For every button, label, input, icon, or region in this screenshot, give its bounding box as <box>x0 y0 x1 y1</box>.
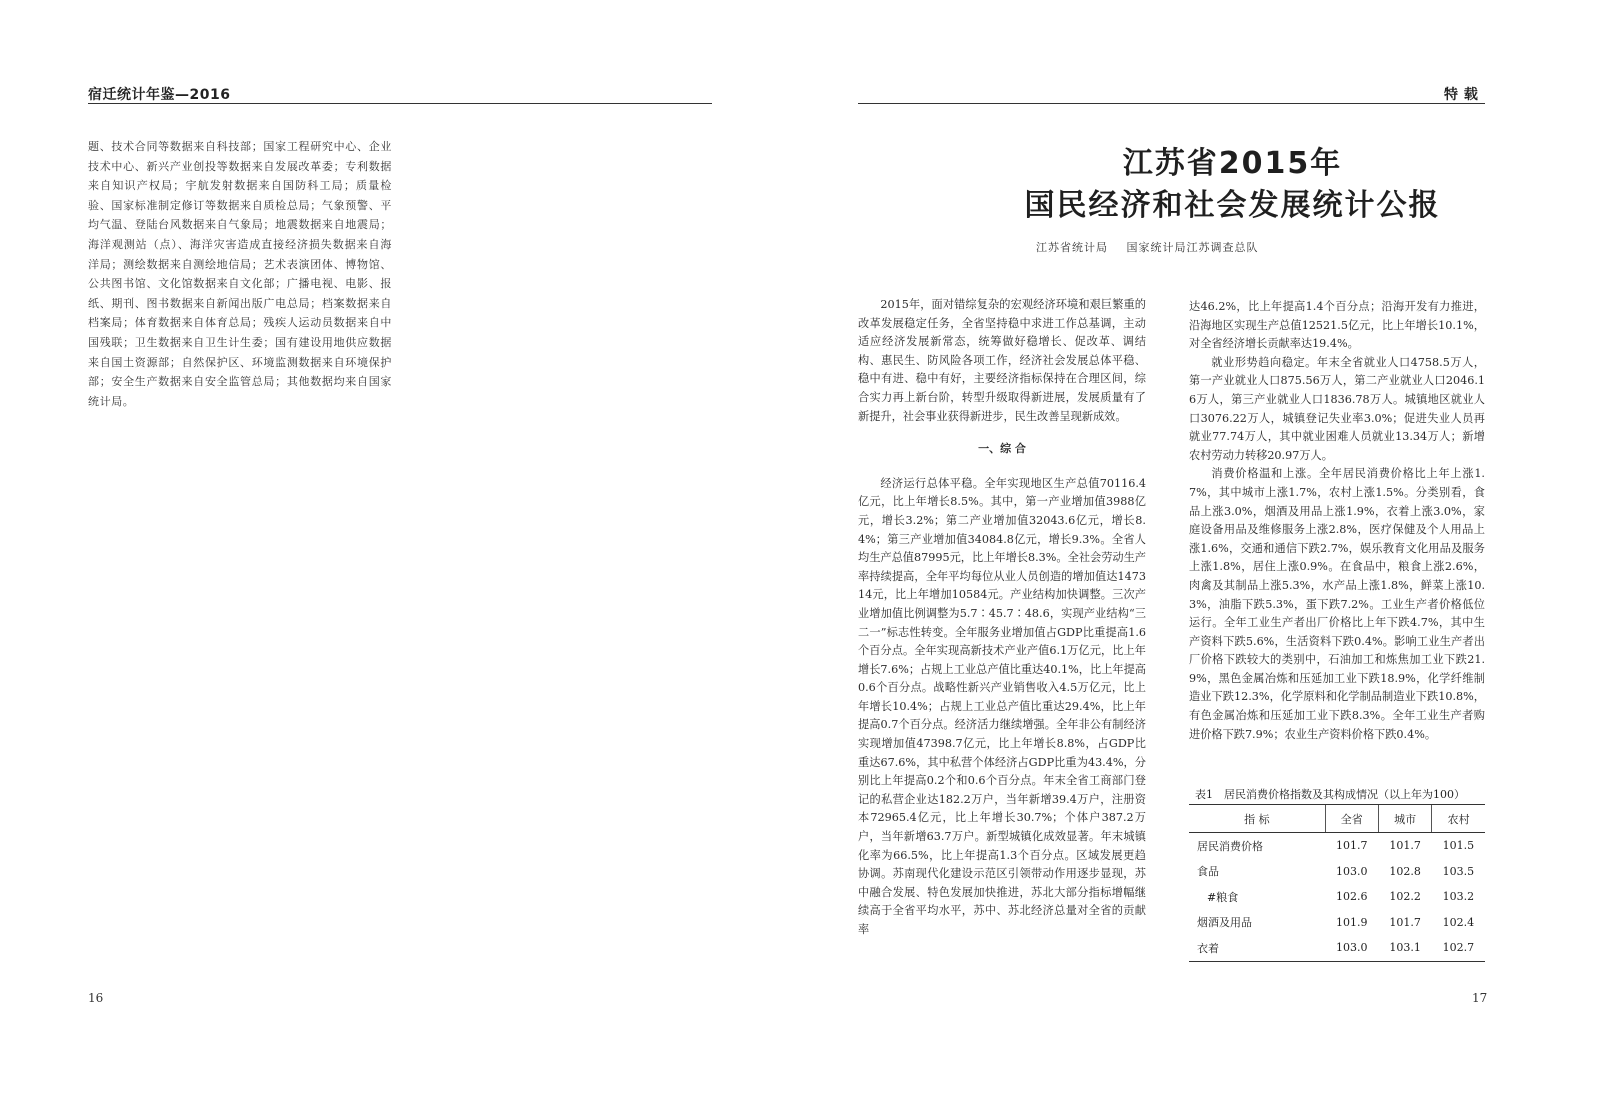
cell-value: 101.7 <box>1389 839 1421 853</box>
cell-value: 101.7 <box>1389 915 1421 929</box>
author-provincial-bureau: 江苏省统计局 <box>1036 241 1108 254</box>
table-row <box>1189 935 1485 961</box>
row-label: #粮食 <box>1207 890 1239 904</box>
header-province: 全省 <box>1325 805 1378 833</box>
cell-value: 101.9 <box>1336 915 1368 929</box>
cell-value: 102.6 <box>1336 890 1368 904</box>
left-page <box>0 0 790 1099</box>
cell-value: 103.5 <box>1442 864 1475 878</box>
header-rural: 农村 <box>1432 805 1485 833</box>
row-label: 烟酒及用品 <box>1197 916 1252 930</box>
table-row <box>1189 910 1485 936</box>
cell-value: 103.0 <box>1336 864 1368 878</box>
article-title-line2: 国民经济和社会发展统计公报 <box>1024 188 1441 223</box>
paragraph-prices: 消费价格温和上涨。全年居民消费价格比上年上涨1.7%，其中城市上涨1.7%，农村上涨1.5%。分类别看，食品上涨3.0%，烟酒及用品上涨1.9%，衣着上涨3.0%，家庭设备用品及维修服务上涨2.8%，医疗保健及个人用品上涨1.6%，交通和通信下跌2.7%，娱乐教育文化用品及服务上涨1.8%，居住上涨0.9%。在食品中，粮食上涨2.6%，肉禽及其制品上涨5.3%，水产品上涨1.8%，鲜菜上涨10.3%，油脂下跌5.3%，蛋下跌7.2%。工业生产者价格低位运行。全年工业生产者出厂价格比上年下跌4.7%，其中生产资料下跌5.6%，生活资料下跌0.4%。影响工业生产者出厂价格下跌较大的类别中，石油加工和炼焦加工业下跌21.9%，黑色金属冶炼和压延加工业下跌18.9%，化学纤维制造业下跌12.3%，化学原料和化学制品制造业下跌10.8%，有色金属冶炼和压延加工业下跌8.3%。全年工业生产者购进价格下跌7.9%；农业生产资料价格下跌0.4%。 <box>1189 467 1485 741</box>
text-column-left <box>858 296 1146 940</box>
article-title-line1: 江苏省2015年 <box>1122 146 1343 181</box>
cell-value: 101.7 <box>1336 839 1368 853</box>
right-page <box>820 0 1609 1099</box>
table-row <box>1189 833 1485 859</box>
paragraph-employment: 就业形势趋向稳定。年末全省就业人口4758.5万人，第一产业就业人口875.56万人，第二产业就业人口2046.16万人，第三产业就业人口1836.78万人。城镇地区就业人口3076.22万人，城镇登记失业率3.0%；促进失业人员再就业77.74万人，其中就业困难人员就业13.34万人；新增农村劳动力转移20.97万人。 <box>1189 355 1485 462</box>
header-rule-right <box>858 103 1485 104</box>
table-row <box>1189 884 1485 910</box>
article-authors <box>1036 239 1273 255</box>
header-city: 城市 <box>1378 805 1431 833</box>
cell-value: 102.7 <box>1432 935 1485 961</box>
section-heading: 一、综 合 <box>978 442 1026 456</box>
cell-value: 103.2 <box>1442 890 1475 904</box>
cell-value: 103.0 <box>1325 935 1378 961</box>
running-head-right: 特 载 <box>1444 87 1479 103</box>
header-indicator: 指 标 <box>1189 805 1325 833</box>
table-header-row <box>1189 805 1485 833</box>
cell-value: 101.5 <box>1442 839 1475 853</box>
row-label: 食品 <box>1197 865 1219 879</box>
page-number-left: 16 <box>88 991 104 1005</box>
header-rule-left <box>88 103 712 104</box>
cell-value: 102.8 <box>1389 864 1421 878</box>
page-number-right: 17 <box>1472 991 1488 1005</box>
cpi-table <box>1189 804 1485 962</box>
cell-value: 103.1 <box>1378 935 1431 961</box>
row-label: 衣着 <box>1189 935 1325 961</box>
cell-value: 102.4 <box>1442 915 1475 929</box>
table-caption: 表1 居民消费价格指数及其构成情况（以上年为100） <box>1195 788 1465 801</box>
cell-value: 102.2 <box>1389 890 1421 904</box>
row-label: 居民消费价格 <box>1197 839 1263 853</box>
author-survey-team: 国家统计局江苏调查总队 <box>1126 241 1259 254</box>
paragraph-intro: 2015年，面对错综复杂的宏观经济环境和艰巨繁重的改革发展稳定任务，全省坚持稳中求进工作总基调，主动适应经济发展新常态，统筹做好稳增长、促改革、调结构、惠民生、防风险各项工作，经济社会发展总体平稳、稳中有进、稳中有好，主要经济指标保持在合理区间，综合实力再上新台阶，转型升级取得新进展，发展质量有了新提升，社会事业获得新进步，民生改善呈现新成效。 <box>858 298 1146 423</box>
paragraph-continued: 达46.2%，比上年提高1.4个百分点；沿海开发有力推进，沿海地区实现生产总值12521.5亿元，比上年增长10.1%，对全省经济增长贡献率达19.4%。 <box>1189 300 1485 351</box>
table-row <box>1189 859 1485 885</box>
left-page-text: 题、技术合同等数据来自科技部；国家工程研究中心、企业技术中心、新兴产业创投等数据来自发展改革委；专利数据来自知识产权局；宇航发射数据来自国防科工局；质量检验、国家标准制定修订等数据来自质检总局；气象预警、平均气温、登陆台风数据来自气象局；地震数据来自地震局；海洋观测站（点）、海洋灾害造成直接经济损失数据来自海洋局；测绘数据来自测绘地信局；艺术表演团体、博物馆、公共图书馆、文化馆数据来自文化部；广播电视、电影、报纸、期刊、图书数据来自新闻出版广电总局；档案数据来自档案局；体育数据来自体育总局；残疾人运动员数据来自中国残联；卫生数据来自卫生计生委；国有建设用地供应数据来自国土资源部；自然保护区、环境监测数据来自环境保护部；安全生产数据来自安全监管总局；其他数据均来自国家统计局。 <box>88 140 392 408</box>
running-head-left: 宿迁统计年鉴—2016 <box>88 87 231 103</box>
text-column-right <box>1189 298 1485 744</box>
paragraph-economy: 经济运行总体平稳。全年实现地区生产总值70116.4亿元，比上年增长8.5%。其中，第一产业增加值3988亿元，增长3.2%；第二产业增加值32043.6亿元，增长8.4%；第三产业增加值34084.8亿元，增长9.3%。全省人均生产总值87995元，比上年增长8.3%。全社会劳动生产率持续提高，全年平均每位从业人员创造的增加值达147314元，比上年增加10584元。产业结构加快调整。三次产业增加值比例调整为5.7∶45.7∶48.6，实现产业结构“三二一”标志性转变。全年服务业增加值占GDP比重提高1.6个百分点。全年实现高新技术产业产值6.1万亿元，比上年增长7.6%；占规上工业总产值比重达40.1%，比上年提高0.6个百分点。战略性新兴产业销售收入4.5万亿元，比上年增长10.4%；占规上工业总产值比重达29.4%，比上年提高0.7个百分点。经济活力继续增强。全年非公有制经济实现增加值47398.7亿元，比上年增长8.8%，占GDP比重达67.6%，其中私营个体经济占GDP比重为43.4%，分别比上年提高0.2个和0.6个百分点。年末全省工商部门登记的私营企业达182.2万户，当年新增39.4万户，注册资本72965.4亿元，比上年增长30.7%；个体户387.2万户，当年新增63.7万户。新型城镇化成效显著。年末城镇化率为66.5%，比上年提高1.3个百分点。区域发展更趋协调。苏南现代化建设示范区引领带动作用逐步显现，苏中融合发展、特色发展加快推进，苏北大部分指标增幅继续高于全省平均水平，苏中、苏北经济总量对全省的贡献率 <box>858 476 1146 936</box>
